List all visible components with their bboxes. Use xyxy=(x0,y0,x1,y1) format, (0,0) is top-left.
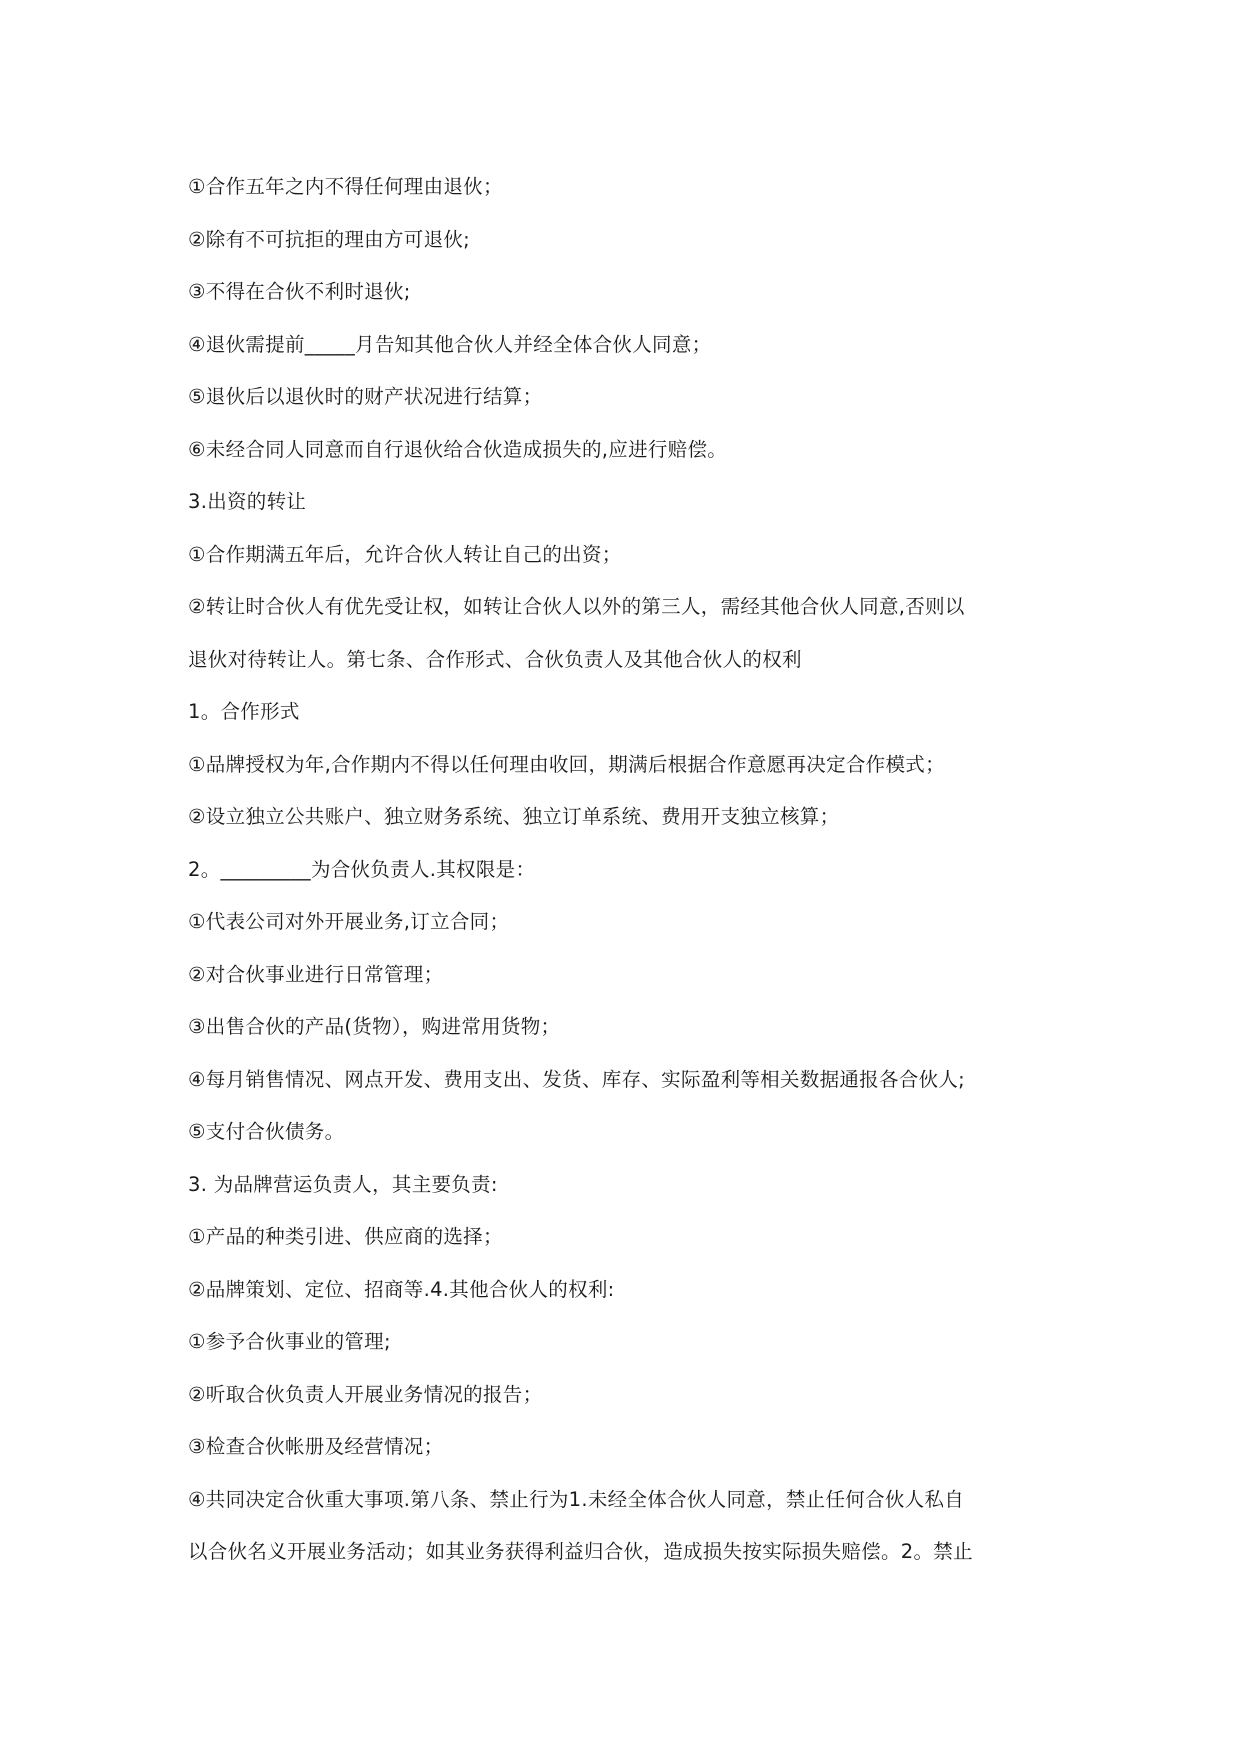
section-heading: 2。_________为合伙负责人.其权限是： xyxy=(188,857,536,881)
text-line: ①合作五年之内不得任何理由退伙； xyxy=(188,175,503,198)
text-line: ②转让时合伙人有优先受让权，如转让合伙人以外的第三人，需经其他合伙人同意,否则以 xyxy=(188,595,965,618)
text-line: ②除有不可抗拒的理由方可退伙; xyxy=(188,227,471,251)
text-line: ⑥未经合同人同意而自行退伙给合伙造成损失的,应进行赔偿。 xyxy=(188,437,728,461)
text-line: ①代表公司对外开展业务,订立合同； xyxy=(188,910,510,933)
text-line: ①参予合伙事业的管理; xyxy=(188,1330,391,1353)
text-line: ①产品的种类引进、供应商的选择； xyxy=(188,1225,503,1248)
text-line: 退伙对待转让人。第七条、合作形式、合伙负责人及其他合伙人的权利 xyxy=(188,647,802,671)
text-line: ②设立独立公共账户、独立财务系统、独立订单系统、费用开支独立核算； xyxy=(188,805,840,828)
text-line: ③出售合伙的产品(货物），购进常用货物； xyxy=(188,1015,561,1038)
text-line: ①合作期满五年后，允许合伙人转让自己的出资； xyxy=(188,542,622,566)
text-line: ③检查合伙帐册及经营情况； xyxy=(188,1435,444,1458)
text-line: ①品牌授权为年,合作期内不得以任何理由收回，期满后根据合作意愿再决定合作模式； xyxy=(188,752,945,776)
text-line: ②对合伙事业进行日常管理； xyxy=(188,962,444,986)
section-heading: 1。合作形式 xyxy=(188,700,300,723)
text-line: ④退伙需提前_____月告知其他合伙人并经全体合伙人同意； xyxy=(188,332,712,356)
text-line: ④共同决定合伙重大事项.第八条、禁止行为1.未经全体合伙人同意，禁止任何合伙人私自 xyxy=(188,1487,965,1511)
text-line: ②品牌策划、定位、招商等.4.其他合伙人的权利: xyxy=(188,1277,615,1301)
document-body xyxy=(188,161,1064,1579)
text-line: 以合伙名义开展业务活动；如其业务获得利益归合伙，造成损失按实际损失赔偿。2。禁止 xyxy=(188,1540,973,1563)
text-line: ④每月销售情况、网点开发、费用支出、发货、库存、实际盈利等相关数据通报各合伙人; xyxy=(188,1067,966,1091)
section-heading: 3.出资的转让 xyxy=(188,490,307,513)
text-line: ②听取合伙负责人开展业务情况的报告； xyxy=(188,1382,543,1406)
text-line: ⑤支付合伙债务。 xyxy=(188,1120,345,1143)
section-heading: 3. 为品牌营运负责人，其主要负责: xyxy=(188,1172,498,1196)
text-line: ⑤退伙后以退伙时的财产状况进行结算； xyxy=(188,385,543,408)
text-line: ③不得在合伙不利时退伙; xyxy=(188,280,411,303)
